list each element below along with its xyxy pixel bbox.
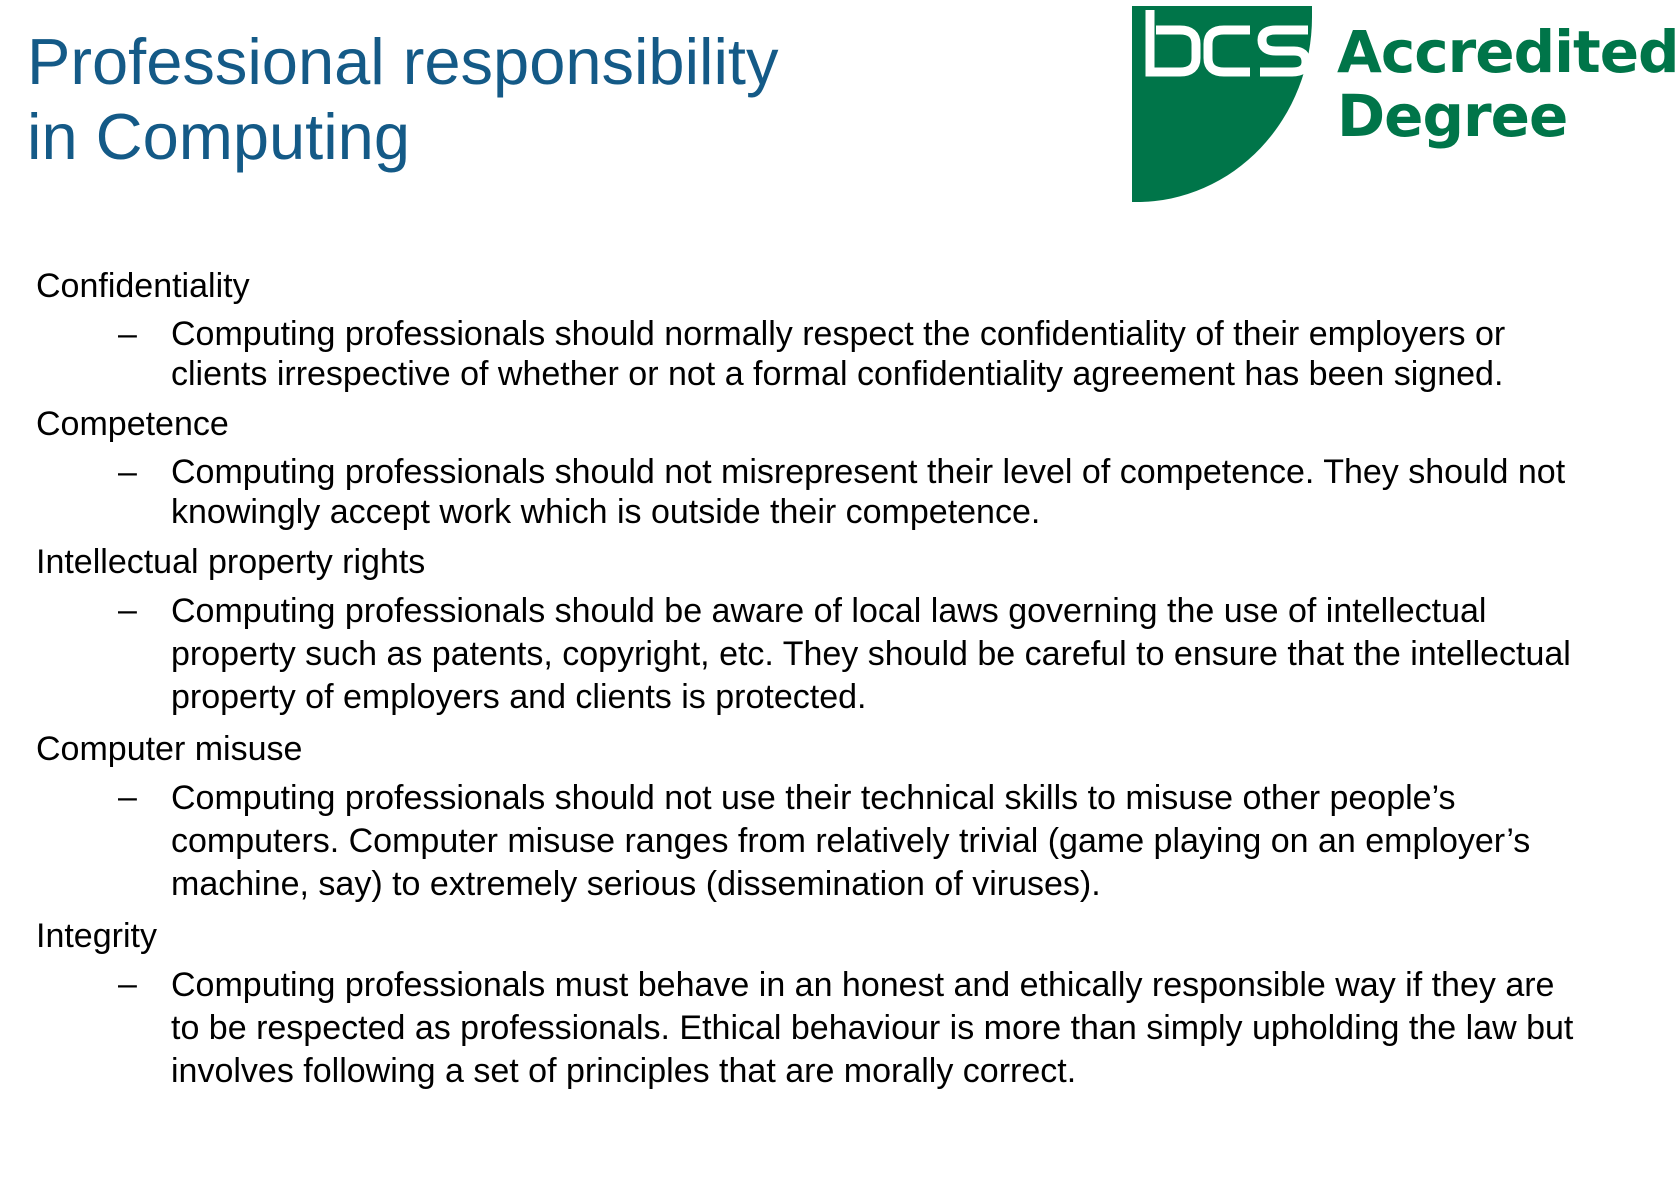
bullet-text: Computing professionals should be aware of local laws governing the use of intellectual property such as patents, copyright, etc. They should be careful to ensure that the intellectual property of employers and clients is protected. [171, 592, 1571, 716]
bullet-dash: – [118, 965, 137, 1003]
section-bullet [36, 590, 1596, 719]
slide-title-line-1: Professional responsibility [27, 25, 779, 98]
section-heading: Intellectual property rights [36, 543, 426, 581]
bullet-dash: – [118, 315, 137, 353]
slide-title-line-2: in Computing [27, 100, 410, 173]
bullet-text: Computing professionals should not misrepresent their level of competence. They should not knowingly accept work which is outside their competence. [171, 453, 1566, 531]
bullet-dash: – [118, 591, 137, 629]
section-heading: Integrity [36, 917, 157, 955]
logo-line-accredited: Accredited [1337, 18, 1679, 86]
section-computer-misuse [36, 729, 1596, 906]
section-integrity [36, 916, 1596, 1093]
slide-title [27, 24, 927, 174]
section-bullet [36, 964, 1596, 1093]
section-confidentiality [36, 266, 1596, 394]
bullet-dash: – [118, 453, 137, 491]
section-heading: Competence [36, 405, 229, 443]
section-bullet [36, 777, 1596, 906]
section-heading: Confidentiality [36, 267, 250, 305]
section-intellectual-property-rights [36, 542, 1596, 719]
section-competence [36, 404, 1596, 532]
bcs-letters-icon [1132, 6, 1312, 202]
section-heading: Computer misuse [36, 730, 303, 768]
logo-wordmark [1337, 20, 1679, 148]
slide-body [36, 266, 1596, 1103]
bcs-logo-mark [1132, 6, 1312, 202]
bcs-accredited-degree-logo [1132, 6, 1679, 202]
bullet-text: Computing professionals should not use their technical skills to misuse other people’s computers. Computer misuse ranges from relatively trivial (game playing on an employer’s machine, say) to extremely serious (dissemination of viruses). [171, 779, 1531, 903]
bullet-text: Computing professionals must behave in an honest and ethically responsible way if they are to be respected as professionals. Ethical behaviour is more than simply upholding the law but involves following a set of principles that are morally correct. [171, 966, 1574, 1090]
logo-line-degree: Degree [1337, 82, 1568, 150]
section-bullet [36, 314, 1596, 394]
section-bullet [36, 452, 1596, 532]
bullet-text: Computing professionals should normally respect the confidentiality of their employers or clients irrespective of whether or not a formal confidentiality agreement has been signed. [171, 315, 1506, 393]
bullet-dash: – [118, 778, 137, 816]
